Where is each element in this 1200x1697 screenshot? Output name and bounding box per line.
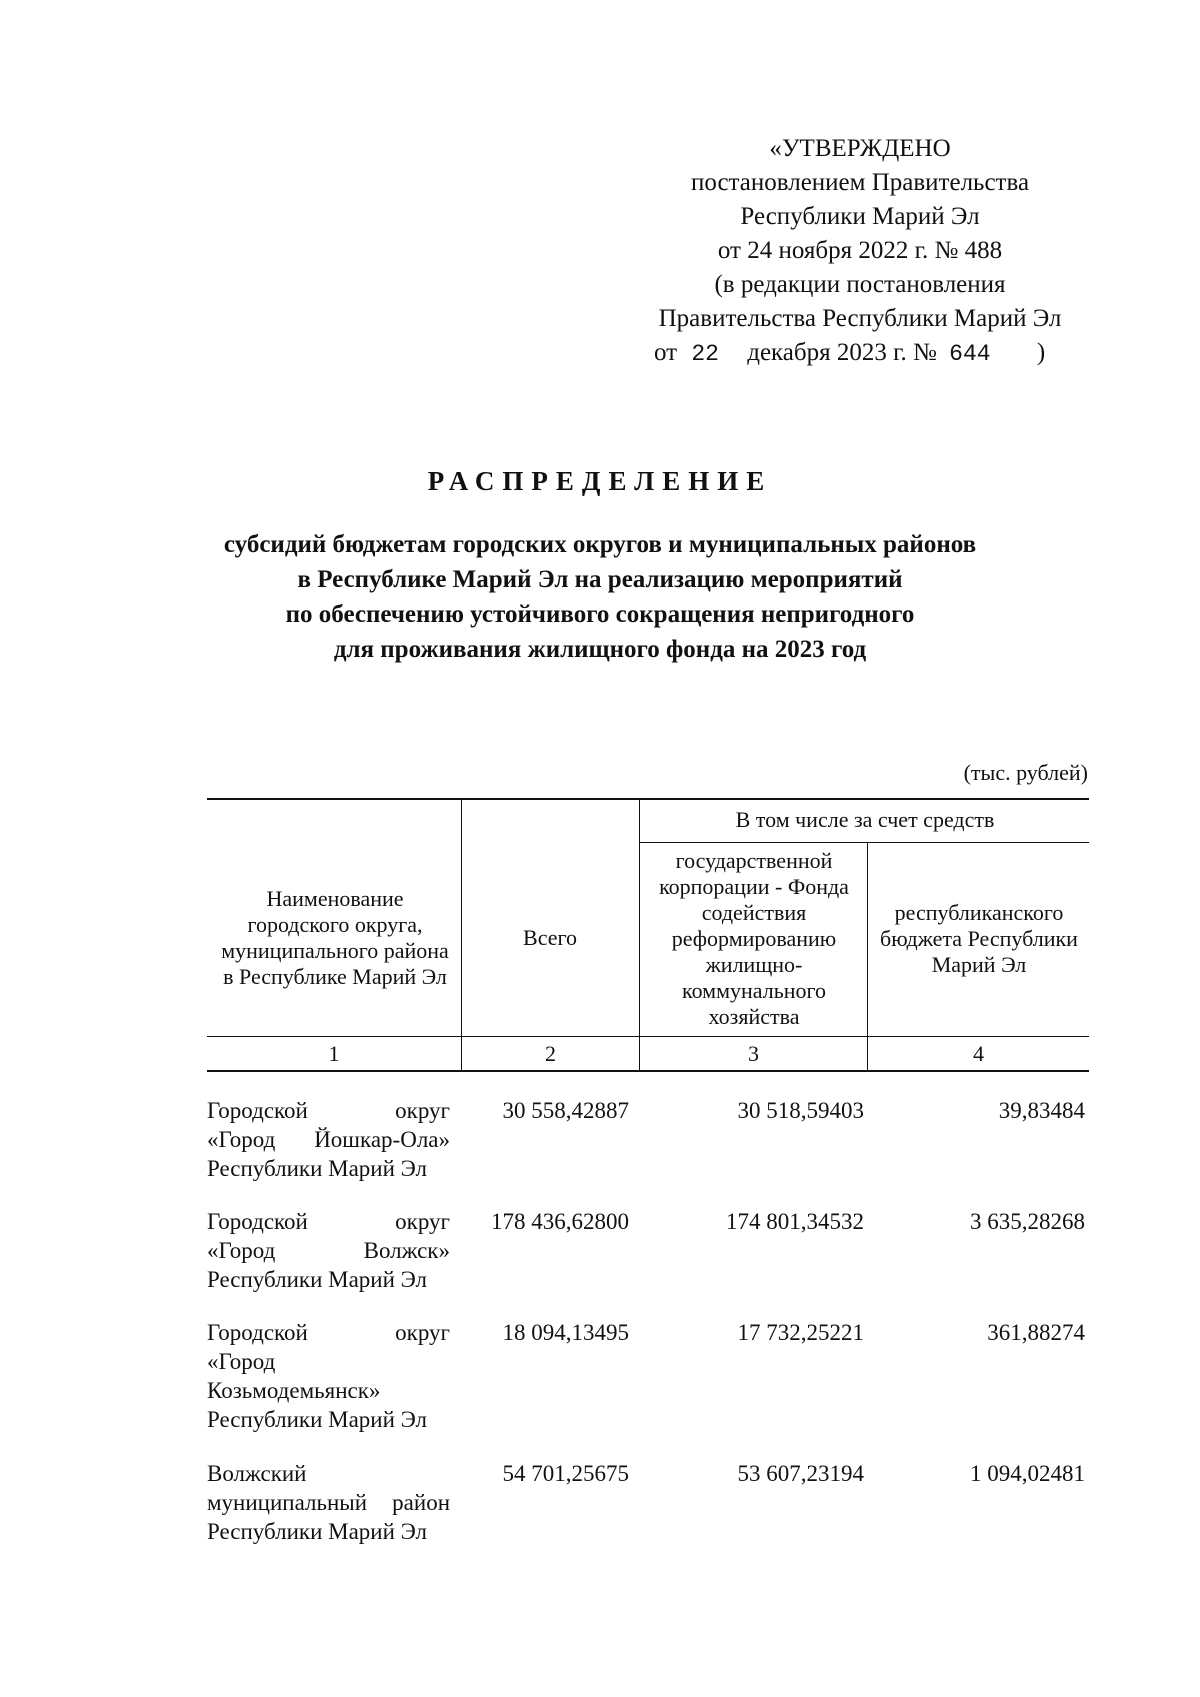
col2-header: Всего <box>523 925 577 950</box>
row-fund: 53 607,23194 <box>737 1461 864 1486</box>
document-subtitle <box>0 527 1200 667</box>
approval-line-4: от 24 ноября 2022 г. № 488 <box>717 237 1003 264</box>
name-line: Волжский <box>207 1461 307 1486</box>
row-republic: 361,88274 <box>987 1320 1085 1345</box>
approval-day: 22 <box>691 341 719 367</box>
col3-header: государственной корпорации - Фонда содействия реформированию жилищно-коммунального хозяйства <box>659 848 849 1029</box>
row-fund: 30 518,59403 <box>737 1098 864 1123</box>
name-line: Республики Марий Эл <box>207 1267 428 1292</box>
row-total: 18 094,13495 <box>502 1320 629 1345</box>
name-line: «Город Йошкар-Ола» <box>207 1127 450 1152</box>
name-line: муниципальный район <box>207 1490 450 1515</box>
col-number-3: 3 <box>748 1041 759 1066</box>
name-line: Республики Марий Эл <box>207 1519 428 1544</box>
subtitle-line-2: в Республике Марий Эл на реализацию мероприятий <box>297 566 903 593</box>
col-number-2: 2 <box>545 1041 556 1066</box>
row-fund: 17 732,25221 <box>737 1320 864 1345</box>
approval-line-3: Республики Марий Эл <box>740 203 980 230</box>
col4-header: республиканского бюджета Республики Марий Эл <box>880 900 1078 977</box>
name-line: Республики Марий Эл <box>207 1407 428 1432</box>
name-line: Республики Марий Эл <box>207 1156 428 1181</box>
document-heading: РАСПРЕДЕЛЕНИЕ <box>427 466 773 496</box>
col-divider-2 <box>639 798 640 1072</box>
approval-line-7 <box>600 336 1120 371</box>
row-name <box>207 1207 450 1294</box>
approval-line-1: «УТВЕРЖДЕНО <box>769 135 951 162</box>
name-line: Городской округ <box>207 1098 450 1123</box>
units-label: (тыс. рублей) <box>963 760 1088 785</box>
name-line: Городской округ <box>207 1209 450 1234</box>
header-mid-rule <box>207 1036 1089 1037</box>
name-line: «Город <box>207 1349 276 1374</box>
row-name <box>207 1096 450 1183</box>
name-line: «Город Волжск» <box>207 1238 450 1263</box>
approval-line-6: Правительства Республики Марий Эл <box>658 305 1062 332</box>
row-name <box>207 1318 450 1434</box>
table-header <box>207 798 1089 1072</box>
approval-date-middle: декабря 2023 г. № <box>747 339 937 366</box>
col-number-4: 4 <box>973 1041 984 1066</box>
row-total: 178 436,62800 <box>491 1209 629 1234</box>
name-line: Городской округ <box>207 1320 450 1345</box>
group-header: В том числе за счет средств <box>735 807 995 832</box>
approval-line-2: постановлением Правительства <box>690 169 1030 196</box>
row-fund: 174 801,34532 <box>726 1209 864 1234</box>
name-line: Козьмодемьянск» <box>207 1378 381 1403</box>
row-total: 54 701,25675 <box>502 1461 629 1486</box>
approval-line-5: (в редакции постановления <box>714 271 1006 298</box>
row-republic: 3 635,28268 <box>970 1209 1085 1234</box>
subtitle-line-4: для проживания жилищного фонда на 2023 год <box>333 636 867 663</box>
approval-stamp <box>600 132 1120 371</box>
row-total: 30 558,42887 <box>502 1098 629 1123</box>
approval-number: 644 <box>949 341 991 367</box>
row-republic: 1 094,02481 <box>970 1461 1085 1486</box>
header-bottom-rule <box>207 1070 1089 1072</box>
row-name <box>207 1459 450 1546</box>
subtitle-line-1: субсидий бюджетам городских округов и муниципальных районов <box>223 531 977 558</box>
subtitle-line-3: по обеспечению устойчивого сокращения непригодного <box>285 601 915 628</box>
col-number-1: 1 <box>328 1041 340 1066</box>
approval-date-prefix: от <box>654 339 678 366</box>
approval-closing-paren: ) <box>1036 339 1046 366</box>
row-republic: 39,83484 <box>998 1098 1085 1123</box>
col-divider-1 <box>461 798 462 1072</box>
col1-header: Наименование городского округа, муниципального района в Республике Марий Эл <box>221 886 449 989</box>
